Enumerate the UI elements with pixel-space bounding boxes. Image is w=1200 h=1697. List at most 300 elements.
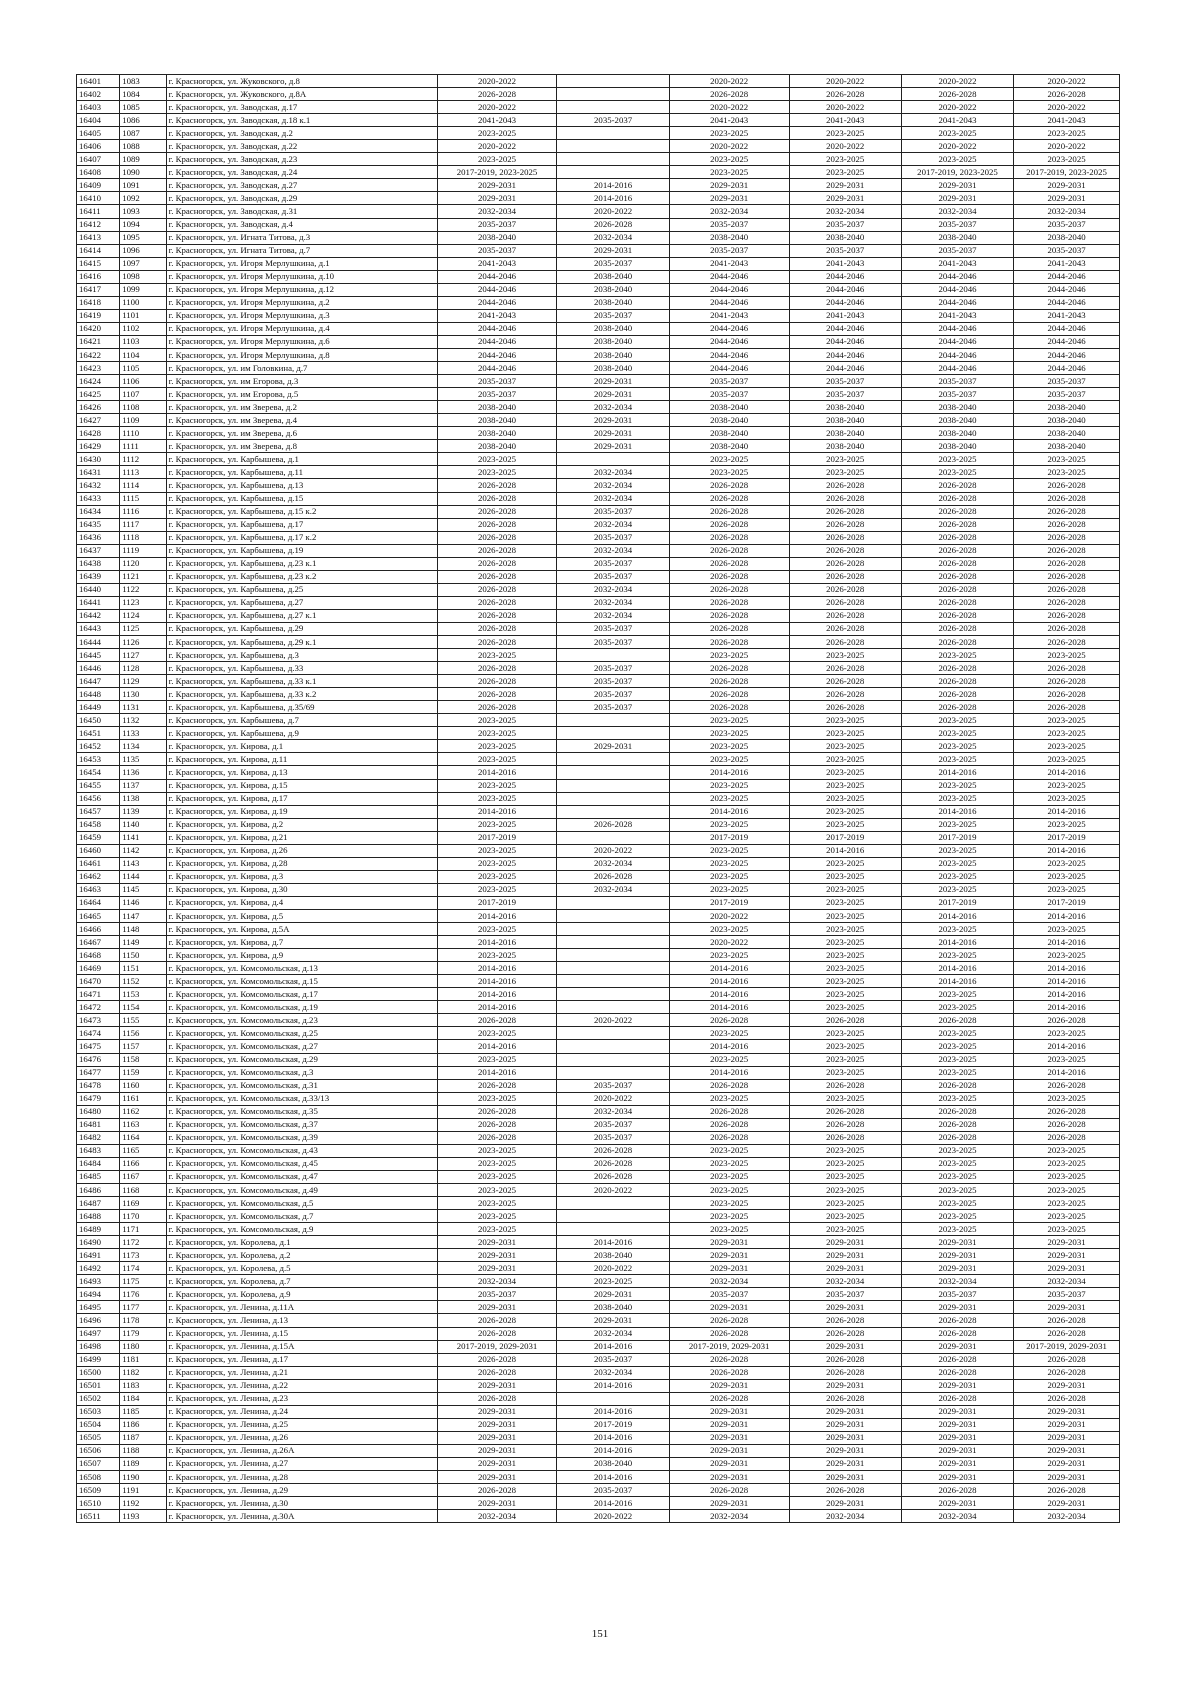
cell-period-col-4: 2032-2034 xyxy=(789,1510,901,1523)
cell-period-col-1: 2023-2025 xyxy=(437,1223,557,1236)
cell-period-col-1: 2026-2028 xyxy=(437,596,557,609)
cell-period-col-1: 2023-2025 xyxy=(437,923,557,936)
cell-period-col-6: 2035-2037 xyxy=(1014,218,1120,231)
cell-period-col-6: 2026-2028 xyxy=(1014,88,1120,101)
cell-address: г. Красногорск, ул. Карбышева, д.33 к.1 xyxy=(166,675,437,688)
cell-period-col-1: 2038-2040 xyxy=(437,401,557,414)
cell-period-col-6: 2035-2037 xyxy=(1014,244,1120,257)
cell-period-col-4: 2026-2028 xyxy=(789,609,901,622)
cell-period-col-1: 2026-2028 xyxy=(437,544,557,557)
cell-house-code: 1121 xyxy=(120,570,166,583)
cell-period-col-5: 2023-2025 xyxy=(901,1066,1013,1079)
cell-period-col-5: 2026-2028 xyxy=(901,622,1013,635)
table-row xyxy=(77,1444,1120,1457)
table-row xyxy=(77,1236,1120,1249)
cell-address: г. Красногорск, ул. Игоря Мерлушкина, д.1 xyxy=(166,257,437,270)
cell-period-col-2: 2038-2040 xyxy=(557,362,669,375)
cell-period-col-4: 2023-2025 xyxy=(789,949,901,962)
cell-period-col-3: 2026-2028 xyxy=(669,636,789,649)
table-row xyxy=(77,492,1120,505)
cell-period-col-4: 2014-2016 xyxy=(789,844,901,857)
cell-row-number: 16470 xyxy=(77,975,120,988)
cell-period-col-2: 2020-2022 xyxy=(557,205,669,218)
cell-row-number: 16402 xyxy=(77,88,120,101)
cell-address: г. Красногорск, ул. им Зверева, д.8 xyxy=(166,440,437,453)
cell-row-number: 16476 xyxy=(77,1053,120,1066)
cell-period-col-1: 2026-2028 xyxy=(437,609,557,622)
cell-period-col-3: 2026-2028 xyxy=(669,88,789,101)
cell-address: г. Красногорск, ул. Ленина, д.30 xyxy=(166,1497,437,1510)
cell-address: г. Красногорск, ул. Игоря Мерлушкина, д.12 xyxy=(166,283,437,296)
cell-period-col-1: 2026-2028 xyxy=(437,636,557,649)
cell-row-number: 16427 xyxy=(77,414,120,427)
cell-row-number: 16494 xyxy=(77,1288,120,1301)
cell-period-col-2: 2038-2040 xyxy=(557,270,669,283)
table-row xyxy=(77,883,1120,896)
cell-house-code: 1128 xyxy=(120,662,166,675)
cell-period-col-5: 2017-2019, 2023-2025 xyxy=(901,166,1013,179)
cell-period-col-6: 2014-2016 xyxy=(1014,962,1120,975)
cell-period-col-2 xyxy=(557,831,669,844)
cell-period-col-2 xyxy=(557,936,669,949)
cell-row-number: 16491 xyxy=(77,1249,120,1262)
cell-period-col-6: 2029-2031 xyxy=(1014,1457,1120,1470)
cell-period-col-6: 2014-2016 xyxy=(1014,988,1120,1001)
cell-period-col-3: 2041-2043 xyxy=(669,309,789,322)
cell-period-col-5: 2017-2019 xyxy=(901,896,1013,909)
cell-period-col-4: 2026-2028 xyxy=(789,570,901,583)
cell-row-number: 16507 xyxy=(77,1457,120,1470)
cell-address: г. Красногорск, ул. Кирова, д.3 xyxy=(166,870,437,883)
cell-period-col-6: 2020-2022 xyxy=(1014,75,1120,88)
cell-row-number: 16426 xyxy=(77,401,120,414)
cell-address: г. Красногорск, ул. Комсомольская, д.39 xyxy=(166,1131,437,1144)
cell-period-col-2: 2032-2034 xyxy=(557,883,669,896)
cell-address: г. Красногорск, ул. Кирова, д.1 xyxy=(166,740,437,753)
cell-period-col-4: 2026-2028 xyxy=(789,1366,901,1379)
cell-period-col-5: 2023-2025 xyxy=(901,857,1013,870)
cell-period-col-6: 2023-2025 xyxy=(1014,714,1120,727)
cell-period-col-1: 2041-2043 xyxy=(437,309,557,322)
table-row xyxy=(77,1092,1120,1105)
cell-period-col-4: 2023-2025 xyxy=(789,1197,901,1210)
cell-period-col-5: 2026-2028 xyxy=(901,1484,1013,1497)
cell-row-number: 16453 xyxy=(77,753,120,766)
cell-row-number: 16506 xyxy=(77,1444,120,1457)
cell-house-code: 1141 xyxy=(120,831,166,844)
cell-period-col-1: 2014-2016 xyxy=(437,1066,557,1079)
cell-house-code: 1103 xyxy=(120,335,166,348)
cell-period-col-2 xyxy=(557,962,669,975)
cell-period-col-5: 2023-2025 xyxy=(901,649,1013,662)
cell-period-col-4: 2023-2025 xyxy=(789,870,901,883)
cell-house-code: 1184 xyxy=(120,1392,166,1405)
cell-house-code: 1140 xyxy=(120,818,166,831)
cell-row-number: 16415 xyxy=(77,257,120,270)
cell-period-col-3: 2044-2046 xyxy=(669,296,789,309)
cell-period-col-6: 2023-2025 xyxy=(1014,1183,1120,1196)
cell-period-col-3: 2014-2016 xyxy=(669,975,789,988)
table-row xyxy=(77,596,1120,609)
cell-period-col-5: 2023-2025 xyxy=(901,923,1013,936)
table-row xyxy=(77,179,1120,192)
cell-period-col-2: 2038-2040 xyxy=(557,322,669,335)
cell-period-col-5: 2038-2040 xyxy=(901,427,1013,440)
cell-period-col-5: 2023-2025 xyxy=(901,1040,1013,1053)
cell-period-col-2 xyxy=(557,1040,669,1053)
cell-house-code: 1179 xyxy=(120,1327,166,1340)
schedule-table-container xyxy=(76,74,1120,1523)
cell-period-col-3: 2023-2025 xyxy=(669,923,789,936)
cell-period-col-3: 2023-2025 xyxy=(669,870,789,883)
cell-period-col-5: 2041-2043 xyxy=(901,257,1013,270)
cell-period-col-2: 2032-2034 xyxy=(557,583,669,596)
cell-period-col-3: 2035-2037 xyxy=(669,1288,789,1301)
cell-row-number: 16472 xyxy=(77,1001,120,1014)
cell-period-col-2: 2035-2037 xyxy=(557,1353,669,1366)
cell-period-col-4: 2041-2043 xyxy=(789,309,901,322)
cell-house-code: 1193 xyxy=(120,1510,166,1523)
cell-period-col-3: 2023-2025 xyxy=(669,1053,789,1066)
table-row xyxy=(77,1249,1120,1262)
cell-period-col-4: 2044-2046 xyxy=(789,362,901,375)
cell-house-code: 1153 xyxy=(120,988,166,1001)
cell-period-col-4: 2026-2028 xyxy=(789,675,901,688)
cell-row-number: 16466 xyxy=(77,923,120,936)
cell-row-number: 16447 xyxy=(77,675,120,688)
cell-address: г. Красногорск, ул. Комсомольская, д.7 xyxy=(166,1210,437,1223)
cell-period-col-5: 2041-2043 xyxy=(901,114,1013,127)
table-row xyxy=(77,348,1120,361)
cell-address: г. Красногорск, ул. Кирова, д.5А xyxy=(166,923,437,936)
cell-period-col-1: 2023-2025 xyxy=(437,153,557,166)
cell-house-code: 1105 xyxy=(120,362,166,375)
cell-period-col-1: 2023-2025 xyxy=(437,1170,557,1183)
cell-address: г. Красногорск, ул. Ленина, д.28 xyxy=(166,1471,437,1484)
cell-address: г. Красногорск, ул. Карбышева, д.19 xyxy=(166,544,437,557)
cell-address: г. Красногорск, ул. Комсомольская, д.5 xyxy=(166,1197,437,1210)
cell-row-number: 16465 xyxy=(77,910,120,923)
cell-period-col-2 xyxy=(557,727,669,740)
cell-period-col-3: 2014-2016 xyxy=(669,988,789,1001)
cell-period-col-3: 2023-2025 xyxy=(669,779,789,792)
cell-period-col-2: 2035-2037 xyxy=(557,622,669,635)
cell-period-col-6: 2029-2031 xyxy=(1014,1471,1120,1484)
table-row xyxy=(77,636,1120,649)
cell-period-col-6: 2041-2043 xyxy=(1014,114,1120,127)
cell-period-col-6: 2026-2028 xyxy=(1014,531,1120,544)
cell-period-col-5: 2044-2046 xyxy=(901,335,1013,348)
cell-house-code: 1113 xyxy=(120,466,166,479)
cell-period-col-6: 2029-2031 xyxy=(1014,1301,1120,1314)
cell-period-col-1: 2029-2031 xyxy=(437,1405,557,1418)
cell-period-col-5: 2023-2025 xyxy=(901,779,1013,792)
cell-period-col-1: 2026-2028 xyxy=(437,570,557,583)
cell-period-col-5: 2026-2028 xyxy=(901,596,1013,609)
cell-period-col-1: 2023-2025 xyxy=(437,466,557,479)
table-row xyxy=(77,557,1120,570)
cell-period-col-4: 2044-2046 xyxy=(789,348,901,361)
cell-address: г. Красногорск, ул. Ленина, д.27 xyxy=(166,1457,437,1470)
cell-period-col-4: 2023-2025 xyxy=(789,975,901,988)
cell-period-col-4: 2023-2025 xyxy=(789,1092,901,1105)
cell-period-col-2: 2014-2016 xyxy=(557,1405,669,1418)
cell-address: г. Красногорск, ул. Карбышева, д.7 xyxy=(166,714,437,727)
cell-house-code: 1152 xyxy=(120,975,166,988)
cell-period-col-6: 2044-2046 xyxy=(1014,362,1120,375)
cell-house-code: 1182 xyxy=(120,1366,166,1379)
cell-period-col-2 xyxy=(557,792,669,805)
table-row xyxy=(77,1223,1120,1236)
cell-period-col-1: 2041-2043 xyxy=(437,114,557,127)
cell-house-code: 1087 xyxy=(120,127,166,140)
cell-period-col-3: 2026-2028 xyxy=(669,1484,789,1497)
cell-address: г. Красногорск, ул. Кирова, д.28 xyxy=(166,857,437,870)
cell-period-col-2: 2014-2016 xyxy=(557,1236,669,1249)
cell-period-col-2 xyxy=(557,140,669,153)
table-row xyxy=(77,975,1120,988)
table-row xyxy=(77,675,1120,688)
cell-period-col-2: 2029-2031 xyxy=(557,388,669,401)
cell-period-col-5: 2026-2028 xyxy=(901,505,1013,518)
cell-period-col-6: 2023-2025 xyxy=(1014,857,1120,870)
cell-row-number: 16423 xyxy=(77,362,120,375)
cell-period-col-3: 2014-2016 xyxy=(669,962,789,975)
cell-period-col-5: 2026-2028 xyxy=(901,531,1013,544)
cell-period-col-1: 2014-2016 xyxy=(437,910,557,923)
cell-period-col-4: 2023-2025 xyxy=(789,988,901,1001)
cell-period-col-6: 2014-2016 xyxy=(1014,1066,1120,1079)
table-row xyxy=(77,662,1120,675)
cell-address: г. Красногорск, ул. Игоря Мерлушкина, д.6 xyxy=(166,335,437,348)
cell-period-col-1: 2023-2025 xyxy=(437,453,557,466)
cell-period-col-1: 2032-2034 xyxy=(437,1510,557,1523)
cell-house-code: 1185 xyxy=(120,1405,166,1418)
cell-period-col-3: 2026-2028 xyxy=(669,1105,789,1118)
cell-house-code: 1161 xyxy=(120,1092,166,1105)
cell-address: г. Красногорск, ул. Карбышева, д.33 к.2 xyxy=(166,688,437,701)
cell-period-col-5: 2023-2025 xyxy=(901,714,1013,727)
cell-period-col-4: 2023-2025 xyxy=(789,910,901,923)
cell-house-code: 1088 xyxy=(120,140,166,153)
cell-period-col-3: 2026-2028 xyxy=(669,1314,789,1327)
cell-period-col-2: 2035-2037 xyxy=(557,531,669,544)
cell-period-col-5: 2023-2025 xyxy=(901,949,1013,962)
cell-period-col-6: 2023-2025 xyxy=(1014,466,1120,479)
cell-period-col-1: 2026-2028 xyxy=(437,1327,557,1340)
cell-period-col-5: 2023-2025 xyxy=(901,753,1013,766)
cell-period-col-4: 2026-2028 xyxy=(789,1353,901,1366)
cell-period-col-2: 2014-2016 xyxy=(557,1444,669,1457)
cell-period-col-3: 2041-2043 xyxy=(669,257,789,270)
cell-period-col-6: 2026-2028 xyxy=(1014,1314,1120,1327)
cell-period-col-4: 2023-2025 xyxy=(789,1210,901,1223)
cell-period-col-2 xyxy=(557,1001,669,1014)
cell-period-col-2: 2032-2034 xyxy=(557,857,669,870)
cell-period-col-6: 2014-2016 xyxy=(1014,1001,1120,1014)
cell-period-col-2: 2014-2016 xyxy=(557,179,669,192)
cell-period-col-3: 2023-2025 xyxy=(669,844,789,857)
cell-period-col-4: 2023-2025 xyxy=(789,936,901,949)
cell-period-col-4: 2029-2031 xyxy=(789,1457,901,1470)
cell-address: г. Красногорск, ул. Карбышева, д.27 xyxy=(166,596,437,609)
cell-period-col-3: 2029-2031 xyxy=(669,1405,789,1418)
cell-period-col-1: 2017-2019 xyxy=(437,896,557,909)
cell-address: г. Красногорск, ул. Карбышева, д.15 xyxy=(166,492,437,505)
cell-period-col-4: 2023-2025 xyxy=(789,805,901,818)
cell-period-col-2: 2032-2034 xyxy=(557,1105,669,1118)
cell-period-col-4: 2038-2040 xyxy=(789,427,901,440)
cell-row-number: 16510 xyxy=(77,1497,120,1510)
cell-period-col-2: 2032-2034 xyxy=(557,492,669,505)
cell-period-col-3: 2026-2028 xyxy=(669,1118,789,1131)
cell-period-col-3: 2026-2028 xyxy=(669,492,789,505)
cell-period-col-6: 2029-2031 xyxy=(1014,179,1120,192)
cell-period-col-6: 2023-2025 xyxy=(1014,870,1120,883)
cell-period-col-1: 2044-2046 xyxy=(437,348,557,361)
cell-address: г. Красногорск, ул. Комсомольская, д.13 xyxy=(166,962,437,975)
cell-period-col-1: 2023-2025 xyxy=(437,883,557,896)
cell-period-col-1: 2029-2031 xyxy=(437,1236,557,1249)
cell-period-col-2: 2032-2034 xyxy=(557,1327,669,1340)
cell-period-col-1: 2029-2031 xyxy=(437,179,557,192)
cell-period-col-3: 2029-2031 xyxy=(669,1262,789,1275)
cell-period-col-1: 2017-2019, 2023-2025 xyxy=(437,166,557,179)
cell-period-col-6: 2038-2040 xyxy=(1014,427,1120,440)
cell-house-code: 1186 xyxy=(120,1418,166,1431)
cell-row-number: 16501 xyxy=(77,1379,120,1392)
cell-period-col-6: 2023-2025 xyxy=(1014,127,1120,140)
table-row xyxy=(77,870,1120,883)
cell-period-col-1: 2029-2031 xyxy=(437,1262,557,1275)
cell-period-col-5: 2026-2028 xyxy=(901,636,1013,649)
cell-house-code: 1101 xyxy=(120,309,166,322)
cell-house-code: 1135 xyxy=(120,753,166,766)
cell-period-col-4: 2044-2046 xyxy=(789,335,901,348)
cell-period-col-3: 2044-2046 xyxy=(669,322,789,335)
cell-period-col-5: 2023-2025 xyxy=(901,1001,1013,1014)
cell-period-col-2: 2026-2028 xyxy=(557,1157,669,1170)
cell-period-col-3: 2026-2028 xyxy=(669,505,789,518)
table-row xyxy=(77,1105,1120,1118)
cell-period-col-1: 2044-2046 xyxy=(437,362,557,375)
table-row xyxy=(77,244,1120,257)
cell-period-col-2 xyxy=(557,1223,669,1236)
cell-address: г. Красногорск, ул. Заводская, д.31 xyxy=(166,205,437,218)
cell-period-col-3: 2026-2028 xyxy=(669,1079,789,1092)
cell-house-code: 1127 xyxy=(120,649,166,662)
cell-address: г. Красногорск, ул. Ленина, д.15А xyxy=(166,1340,437,1353)
table-row xyxy=(77,622,1120,635)
cell-house-code: 1133 xyxy=(120,727,166,740)
cell-row-number: 16464 xyxy=(77,896,120,909)
cell-period-col-3: 2038-2040 xyxy=(669,427,789,440)
cell-period-col-2 xyxy=(557,153,669,166)
cell-period-col-1: 2023-2025 xyxy=(437,1197,557,1210)
cell-period-col-1: 2029-2031 xyxy=(437,1249,557,1262)
cell-period-col-2: 2020-2022 xyxy=(557,1183,669,1196)
cell-period-col-4: 2023-2025 xyxy=(789,466,901,479)
cell-period-col-6: 2038-2040 xyxy=(1014,401,1120,414)
cell-row-number: 16498 xyxy=(77,1340,120,1353)
cell-period-col-3: 2020-2022 xyxy=(669,910,789,923)
cell-period-col-3: 2017-2019 xyxy=(669,831,789,844)
cell-period-col-4: 2029-2031 xyxy=(789,1418,901,1431)
cell-period-col-5: 2023-2025 xyxy=(901,883,1013,896)
cell-period-col-6: 2032-2034 xyxy=(1014,1510,1120,1523)
cell-period-col-6: 2020-2022 xyxy=(1014,101,1120,114)
cell-row-number: 16417 xyxy=(77,283,120,296)
cell-house-code: 1164 xyxy=(120,1131,166,1144)
cell-period-col-6: 2023-2025 xyxy=(1014,1053,1120,1066)
cell-period-col-6: 2029-2031 xyxy=(1014,1249,1120,1262)
cell-period-col-3: 2044-2046 xyxy=(669,362,789,375)
cell-period-col-4: 2029-2031 xyxy=(789,192,901,205)
cell-house-code: 1107 xyxy=(120,388,166,401)
cell-period-col-5: 2026-2028 xyxy=(901,88,1013,101)
cell-house-code: 1191 xyxy=(120,1484,166,1497)
cell-period-col-4: 2023-2025 xyxy=(789,923,901,936)
cell-period-col-4: 2023-2025 xyxy=(789,153,901,166)
cell-period-col-4: 2026-2028 xyxy=(789,1079,901,1092)
cell-period-col-3: 2023-2025 xyxy=(669,649,789,662)
cell-period-col-4: 2026-2028 xyxy=(789,688,901,701)
cell-period-col-1: 2029-2031 xyxy=(437,1457,557,1470)
cell-period-col-5: 2032-2034 xyxy=(901,205,1013,218)
cell-period-col-5: 2023-2025 xyxy=(901,818,1013,831)
table-row xyxy=(77,1392,1120,1405)
cell-period-col-3: 2029-2031 xyxy=(669,1471,789,1484)
cell-period-col-2: 2035-2037 xyxy=(557,662,669,675)
cell-period-col-2 xyxy=(557,127,669,140)
cell-house-code: 1175 xyxy=(120,1275,166,1288)
cell-period-col-4: 2023-2025 xyxy=(789,1170,901,1183)
cell-period-col-6: 2026-2028 xyxy=(1014,596,1120,609)
cell-period-col-5: 2026-2028 xyxy=(901,675,1013,688)
cell-house-code: 1090 xyxy=(120,166,166,179)
table-row xyxy=(77,805,1120,818)
cell-period-col-6: 2023-2025 xyxy=(1014,818,1120,831)
cell-period-col-5: 2023-2025 xyxy=(901,453,1013,466)
cell-period-col-5: 2026-2028 xyxy=(901,583,1013,596)
cell-period-col-6: 2026-2028 xyxy=(1014,636,1120,649)
cell-period-col-2: 2029-2031 xyxy=(557,740,669,753)
table-row xyxy=(77,570,1120,583)
cell-period-col-5: 2038-2040 xyxy=(901,231,1013,244)
cell-address: г. Красногорск, ул. Карбышева, д.29 к.1 xyxy=(166,636,437,649)
cell-period-col-3: 2023-2025 xyxy=(669,453,789,466)
cell-address: г. Красногорск, ул. Ленина, д.15 xyxy=(166,1327,437,1340)
cell-period-col-2: 2029-2031 xyxy=(557,1288,669,1301)
cell-period-col-3: 2023-2025 xyxy=(669,1223,789,1236)
cell-period-col-1: 2029-2031 xyxy=(437,1418,557,1431)
cell-address: г. Красногорск, ул. Комсомольская, д.31 xyxy=(166,1079,437,1092)
cell-address: г. Красногорск, ул. Комсомольская, д.35 xyxy=(166,1105,437,1118)
cell-period-col-2: 2029-2031 xyxy=(557,414,669,427)
table-row xyxy=(77,1484,1120,1497)
cell-period-col-5: 2029-2031 xyxy=(901,1431,1013,1444)
cell-period-col-6: 2026-2028 xyxy=(1014,1484,1120,1497)
cell-period-col-3: 2023-2025 xyxy=(669,1144,789,1157)
cell-period-col-2: 2014-2016 xyxy=(557,192,669,205)
cell-period-col-1: 2026-2028 xyxy=(437,1353,557,1366)
table-row xyxy=(77,1027,1120,1040)
cell-period-col-1: 2023-2025 xyxy=(437,727,557,740)
cell-period-col-4: 2038-2040 xyxy=(789,440,901,453)
cell-period-col-4: 2044-2046 xyxy=(789,322,901,335)
cell-address: г. Красногорск, ул. Королева, д.7 xyxy=(166,1275,437,1288)
cell-address: г. Красногорск, ул. Игоря Мерлушкина, д.8 xyxy=(166,348,437,361)
